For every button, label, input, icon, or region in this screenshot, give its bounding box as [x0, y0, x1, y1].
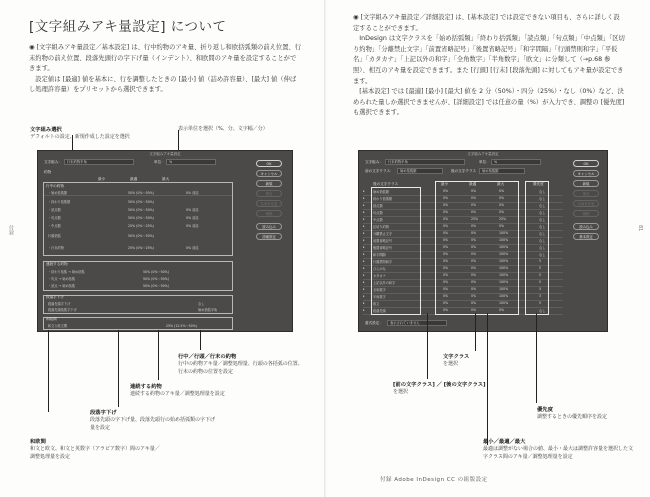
- expand-toggle-icon[interactable]: ▸: [363, 210, 365, 214]
- row-min[interactable]: 0%: [443, 301, 449, 305]
- row-value: 50% (0%〜50%): [128, 234, 154, 238]
- row-opt[interactable]: 0%: [471, 245, 477, 249]
- row-label: 後置省略記号: [373, 246, 393, 250]
- row-value: 50% (0%〜50%): [128, 216, 154, 220]
- row-value: 50% (0%〜50%): [143, 277, 169, 281]
- row-pri[interactable]: 5: [539, 287, 542, 291]
- new-button[interactable]: 新規: [573, 180, 599, 187]
- row-opt[interactable]: 0%: [471, 301, 477, 305]
- prev-class-select[interactable]: 始め括弧類: [397, 168, 443, 174]
- row-max[interactable]: 0%: [499, 189, 505, 193]
- row-opt[interactable]: 0%: [471, 259, 477, 263]
- col-min: 最小: [98, 177, 106, 181]
- row-label: 欧文: [373, 302, 380, 306]
- right-paragraph-3: [基本設定] では [最適] [最小] [最大] 値を 2 分（50%）・四分（25%）・なし（0%）など、決められた量しか選択できませんが、[詳細設定] では任意の量（%）が入力でき、調整の [優先度] も選択できます。: [353, 88, 625, 117]
- callout-from-to: [前の文字クラス] ／ [後の文字クラス] を選択: [393, 382, 486, 395]
- ok-button[interactable]: OK: [573, 160, 599, 167]
- group1-row[interactable]: [48, 215, 199, 220]
- row-extra: 0% 前詰: [186, 191, 199, 195]
- group2-row[interactable]: [48, 276, 169, 281]
- col-opt: 最適: [469, 182, 477, 186]
- right-paragraph-2: InDesign は文字クラスを「始め括弧類」「終わり括弧類」「読点類」「句点類」「中点類」「区切り約物」「分離禁止文字」「前置省略記号」「後置省略記号」「和字間隔」「行頭禁則和字」「平仮名」「カタカナ」「上記以外の和字」「全角数字」「半角数字」「欧文」に分類して（→p.68 参照）、相互のアキ量を設定できます。また [行頭] [行末] [段落先頭] に対してもアキ量が設定できます。: [353, 35, 625, 85]
- group4-label: 和欧間: [46, 317, 57, 321]
- leader-line: [487, 313, 488, 445]
- row-min[interactable]: 0%: [443, 294, 449, 298]
- new-button[interactable]: 新規: [256, 180, 282, 187]
- row-opt[interactable]: 25%: [471, 217, 479, 221]
- right-page: [325, 0, 650, 497]
- callout-min-max: 最小／最適／最大 最適は調整がない場合の値、最小・最大は調整許容量を選択した文字クラス間のアキ量／調整処理量を設定: [483, 439, 634, 460]
- group1-label: 行中の約物: [46, 184, 64, 188]
- row-pri[interactable]: なし: [539, 309, 546, 313]
- kumi-label: 文字組み：: [44, 160, 62, 164]
- kumi-select[interactable]: 行末約物半角: [385, 159, 465, 165]
- right-paragraph-1: ◉ [文字組みアキ量設定／詳細設定] は、[基本設定] では設定できない項目も、さらに詳しく設定することができます。: [353, 14, 620, 32]
- left-folio: 付録: [8, 225, 14, 235]
- format-label: 書式設定：: [365, 321, 383, 325]
- leader-line: [158, 330, 159, 380]
- col-priority: 優先度: [533, 182, 544, 186]
- row-opt[interactable]: 0%: [471, 189, 477, 193]
- leader-line: [475, 313, 476, 351]
- callout-indent: 段落字下げ 段落先頭の字下げ量、段落先頭行の始め括弧類の字下げ量を設定: [90, 410, 216, 431]
- row-pri[interactable]: 5: [539, 273, 542, 277]
- row-min[interactable]: 0%: [443, 308, 449, 312]
- row-label: ・句点 → 始め括弧: [48, 277, 76, 281]
- row-max[interactable]: 100%: [499, 266, 509, 270]
- row-pri[interactable]: 5: [539, 280, 542, 284]
- row-min[interactable]: 0%: [443, 280, 449, 284]
- kumi-label: 文字組み：: [365, 160, 383, 164]
- import-button[interactable]: 読み込み: [573, 223, 599, 230]
- row-min[interactable]: 0%: [443, 252, 449, 256]
- row-min[interactable]: 0%: [443, 217, 449, 221]
- class-header: 後の文字クラス: [373, 182, 399, 186]
- expand-toggle-icon[interactable]: ▸: [363, 189, 365, 193]
- row-label: 和文と欧文間: [48, 324, 68, 328]
- leader-line: [536, 313, 537, 403]
- row-label: 和字間隔: [373, 253, 386, 257]
- leader-line: [118, 330, 119, 407]
- callout-line-punct: 行中／行頭／行末の約物 行中の約物アキ量／調整処理量、行頭の各括弧の位置、行末の約物の位置を設定: [178, 354, 303, 375]
- row-pri[interactable]: なし: [539, 197, 546, 201]
- import-button[interactable]: 読み込み: [256, 223, 282, 230]
- row-min[interactable]: 0%: [443, 245, 449, 249]
- row-label: ・終わり括弧 → 始め括弧: [48, 270, 85, 274]
- col-max: 最大: [162, 177, 170, 181]
- row-label: 区切り約物: [373, 225, 389, 229]
- unit-select[interactable]: %: [166, 159, 216, 165]
- row-opt[interactable]: 0%: [471, 203, 477, 207]
- right-folio: 81: [637, 225, 643, 232]
- row-max[interactable]: 0%: [499, 224, 505, 228]
- group-wakan: [43, 317, 233, 330]
- row-pri[interactable]: 5: [539, 301, 542, 305]
- row-min[interactable]: 0%: [443, 189, 449, 193]
- row-value: 50% (0%〜50%): [128, 191, 154, 195]
- row-min[interactable]: 0%: [443, 196, 449, 200]
- row-min[interactable]: 0%: [443, 287, 449, 291]
- row-pri[interactable]: なし: [539, 232, 546, 236]
- row-opt[interactable]: 0%: [471, 252, 477, 256]
- row-min[interactable]: 0%: [443, 203, 449, 207]
- row-opt[interactable]: 0%: [471, 210, 477, 214]
- row-extra: 0% 前詰: [186, 216, 199, 220]
- expand-toggle-icon[interactable]: ▸: [363, 301, 365, 305]
- row-label: ・終わり括弧類: [48, 200, 71, 204]
- row-opt[interactable]: 0%: [471, 238, 477, 242]
- row-pri[interactable]: なし: [539, 218, 546, 222]
- expand-toggle-icon[interactable]: ▸: [363, 273, 365, 277]
- row-label: ・中点類: [48, 224, 61, 228]
- row-pri[interactable]: 5: [539, 266, 542, 270]
- row-min[interactable]: 0%: [443, 273, 449, 277]
- row-label: ひらがな: [373, 267, 386, 271]
- row-max[interactable]: 25%: [499, 217, 507, 221]
- save-button[interactable]: 保存: [256, 190, 282, 197]
- row-label: 行頭禁則和字: [373, 260, 393, 264]
- row-opt[interactable]: 0%: [471, 280, 477, 284]
- expand-toggle-icon[interactable]: ▸: [363, 252, 365, 256]
- callout-priority: 優先度 調整するときの優先順序を設定: [537, 407, 608, 420]
- row-label: 句点類: [373, 211, 383, 215]
- group2-row[interactable]: [48, 283, 169, 288]
- row-label: ・句点類: [48, 216, 61, 220]
- row-pri[interactable]: なし: [539, 239, 546, 243]
- row-min[interactable]: 0%: [443, 231, 449, 235]
- next-class-label: 後の文字クラス: [451, 169, 477, 173]
- row-label: 全角数字: [373, 288, 386, 292]
- row-opt[interactable]: 0%: [471, 294, 477, 298]
- right-body: [353, 13, 625, 119]
- expand-toggle-icon[interactable]: ▸: [363, 203, 365, 207]
- row-value: 50% (0%〜50%): [128, 200, 154, 204]
- row-max[interactable]: 100%: [499, 231, 509, 235]
- delete-button[interactable]: 削除: [573, 210, 599, 217]
- row-label: 上記以外の和字: [373, 281, 396, 285]
- callout-char-class: 文字クラス を選択: [443, 354, 470, 367]
- row-max[interactable]: 0%: [499, 308, 505, 312]
- group3-row[interactable]: [48, 307, 218, 312]
- next-class-select[interactable]: 始め括弧類: [479, 168, 525, 174]
- row-max[interactable]: 100%: [499, 287, 509, 291]
- row-max[interactable]: 100%: [499, 259, 509, 263]
- rename-button[interactable]: 名前を変更: [573, 200, 599, 207]
- row-pri[interactable]: なし: [539, 204, 546, 208]
- group1-row[interactable]: [48, 245, 199, 250]
- highlight-min-opt-max: [435, 181, 519, 315]
- callout-wakan: 和欧間 和文と欧文、和文と英数字（アラビア数字）間のアキ量／調整処理量を設定: [30, 439, 160, 460]
- cancel-button[interactable]: キャンセル: [573, 170, 599, 177]
- row-value: 25% (0%〜25%): [128, 224, 154, 228]
- row-min[interactable]: 0%: [443, 210, 449, 214]
- row-label: 終わり括弧類: [373, 197, 393, 201]
- leader-line: [427, 313, 428, 379]
- row-label: 読点類: [373, 204, 383, 208]
- rename-button[interactable]: 名前を変更: [256, 200, 282, 207]
- col-max: 最大: [497, 182, 505, 186]
- expand-toggle-icon[interactable]: ▸: [363, 196, 365, 200]
- expand-toggle-icon[interactable]: ▸: [363, 238, 365, 242]
- row-label: 段落先頭字下げ: [48, 302, 71, 306]
- expand-toggle-icon[interactable]: ▸: [363, 280, 365, 284]
- row-value: 25% (12.5%〜50%): [166, 324, 197, 328]
- ok-button[interactable]: OK: [256, 160, 282, 167]
- format-select[interactable]: 表示されていません: [387, 320, 447, 326]
- row-min[interactable]: 0%: [443, 266, 449, 270]
- row-label: ・読点類: [48, 208, 61, 212]
- group1-row[interactable]: [48, 199, 154, 204]
- row-opt[interactable]: 0%: [471, 266, 477, 270]
- row-opt[interactable]: 0%: [471, 196, 477, 200]
- row-label: 始め括弧類: [373, 190, 389, 194]
- unit-select[interactable]: %: [491, 159, 541, 165]
- row-max[interactable]: 0%: [499, 196, 505, 200]
- row-value: 50% (0%〜50%): [143, 270, 169, 274]
- callout-kumi-select: 文字組み選択 デフォルトの設定、新規作成した設定を選択: [30, 127, 130, 140]
- left-body: [29, 43, 302, 96]
- row-min[interactable]: 0%: [443, 259, 449, 263]
- delete-button[interactable]: 削除: [256, 210, 282, 217]
- col-min: 最小: [441, 182, 449, 186]
- row-max[interactable]: 100%: [499, 280, 509, 284]
- row-pri[interactable]: なし: [539, 190, 546, 194]
- row-opt[interactable]: 0%: [471, 287, 477, 291]
- unit-label: 単位：: [479, 160, 490, 164]
- row-min[interactable]: 0%: [443, 224, 449, 228]
- row-label: 半角数字: [373, 295, 386, 299]
- callout-unit-select: 表示単位を選択（%、分、文字幅／分）: [178, 126, 268, 132]
- group2-label: 連続する約物: [46, 262, 68, 266]
- right-dialog: [358, 150, 608, 332]
- expand-toggle-icon[interactable]: ▸: [363, 217, 365, 221]
- group3-row[interactable]: [48, 301, 205, 306]
- row-label: 前置省略記号: [373, 239, 393, 243]
- row-value: なし: [198, 302, 205, 306]
- row-label: 段落先頭括弧字下げ: [48, 308, 77, 312]
- expand-toggle-icon[interactable]: ▸: [363, 259, 365, 263]
- expand-toggle-icon[interactable]: ▸: [363, 287, 365, 291]
- row-label: ・行末約物: [48, 246, 64, 250]
- row-value: 50% (0%〜50%): [128, 208, 154, 212]
- expand-toggle-icon[interactable]: ▸: [363, 245, 365, 249]
- row-extra: 0% 前詰: [186, 208, 199, 212]
- row-min[interactable]: 0%: [443, 238, 449, 242]
- row-max[interactable]: 100%: [499, 238, 509, 242]
- row-pri[interactable]: なし: [539, 211, 546, 215]
- leader-line: [200, 330, 201, 350]
- expand-toggle-icon[interactable]: ▸: [363, 231, 365, 235]
- section-header: 約物: [44, 170, 52, 174]
- unit-label: 単位：: [154, 160, 165, 164]
- row-extra: 0% 前詰: [186, 246, 199, 250]
- row-max[interactable]: 0%: [499, 210, 505, 214]
- cancel-button[interactable]: キャンセル: [256, 170, 282, 177]
- row-max[interactable]: 100%: [499, 273, 509, 277]
- row-max[interactable]: 100%: [499, 294, 509, 298]
- row-label: 段落先頭: [373, 309, 386, 313]
- dialog-title: 文字組みアキ量設定: [149, 152, 181, 156]
- prev-class-label: 前の文字クラス：: [365, 169, 394, 173]
- row-value: 25% (0%〜25%): [128, 246, 154, 250]
- group1-row[interactable]: [48, 190, 199, 195]
- expand-toggle-icon[interactable]: ▸: [363, 266, 365, 270]
- group4-row[interactable]: [48, 323, 197, 328]
- detail-settings-button[interactable]: 詳細設定: [256, 233, 282, 240]
- row-opt[interactable]: 0%: [471, 273, 477, 277]
- row-pri[interactable]: なし: [539, 246, 546, 250]
- row-opt[interactable]: 0%: [471, 308, 477, 312]
- page-footer: 付録 Adobe InDesign CC の組版設定: [380, 477, 488, 483]
- row-label: ・読点 → 始め括弧: [48, 284, 76, 288]
- kumi-select[interactable]: 行末約物半角: [64, 159, 134, 165]
- dialog-title: 文字組みアキ量設定: [467, 152, 499, 156]
- row-opt[interactable]: 0%: [471, 231, 477, 235]
- row-pri[interactable]: なし: [539, 253, 546, 257]
- group1-row[interactable]: [48, 223, 199, 228]
- left-paragraph-1: ◉ [文字組みアキ量設定／基本設定] は、行中約物のアキ量、折り返し和欧括弧類の前え位置、行末約物の前え位置、段落先頭行の字下げ量（インデント）、和欧間のアキ量を設定することができます。: [29, 44, 302, 73]
- expand-toggle-icon[interactable]: ▸: [363, 308, 365, 312]
- row-max[interactable]: 100%: [499, 252, 509, 256]
- row-max[interactable]: 100%: [499, 301, 509, 305]
- row-label: 分離禁止文字: [373, 232, 393, 236]
- group2-row[interactable]: [48, 269, 169, 274]
- row-label: ・始め括弧類: [48, 191, 68, 195]
- row-value: 始め括弧半角: [198, 308, 218, 312]
- expand-toggle-icon[interactable]: ▸: [363, 294, 365, 298]
- group1-row[interactable]: [48, 233, 154, 238]
- expand-toggle-icon[interactable]: ▸: [363, 224, 365, 228]
- highlight-char-class: [371, 187, 421, 315]
- row-extra: 0% 前詰: [186, 224, 199, 228]
- row-pri[interactable]: なし: [539, 225, 546, 229]
- row-max[interactable]: 100%: [499, 245, 509, 249]
- leader-line: [48, 330, 49, 412]
- left-paragraph-2: 設定値は [最適] 値を基本に、行を調整したときの [最小] 値（詰め許容量）、[最大] 値（伸ばし処理許容量）をプリセットから選択できます。: [29, 75, 297, 94]
- group3-label: 段落字下げ: [46, 295, 64, 299]
- row-pri[interactable]: 5: [539, 259, 542, 263]
- group1-row[interactable]: [48, 207, 199, 212]
- row-label: 行頭括弧: [48, 234, 61, 238]
- callout-punct: 連続する約物 連続する約物のアキ量／調整処理量を設定: [130, 384, 225, 397]
- save-button[interactable]: 保存: [573, 190, 599, 197]
- highlight-priority: [525, 181, 549, 315]
- row-label: 中点類: [373, 218, 383, 222]
- row-max[interactable]: 0%: [499, 203, 505, 207]
- row-value: 50% (0%〜50%): [143, 284, 169, 288]
- row-pri[interactable]: 3: [539, 294, 542, 298]
- row-opt[interactable]: 0%: [471, 224, 477, 228]
- left-dialog: [37, 150, 293, 332]
- basic-settings-button[interactable]: 基本設定: [573, 233, 599, 240]
- page-heading: [文字組みアキ量設定] について: [29, 19, 227, 35]
- col-opt: 最適: [130, 177, 138, 181]
- row-label: カタカナ: [373, 274, 386, 278]
